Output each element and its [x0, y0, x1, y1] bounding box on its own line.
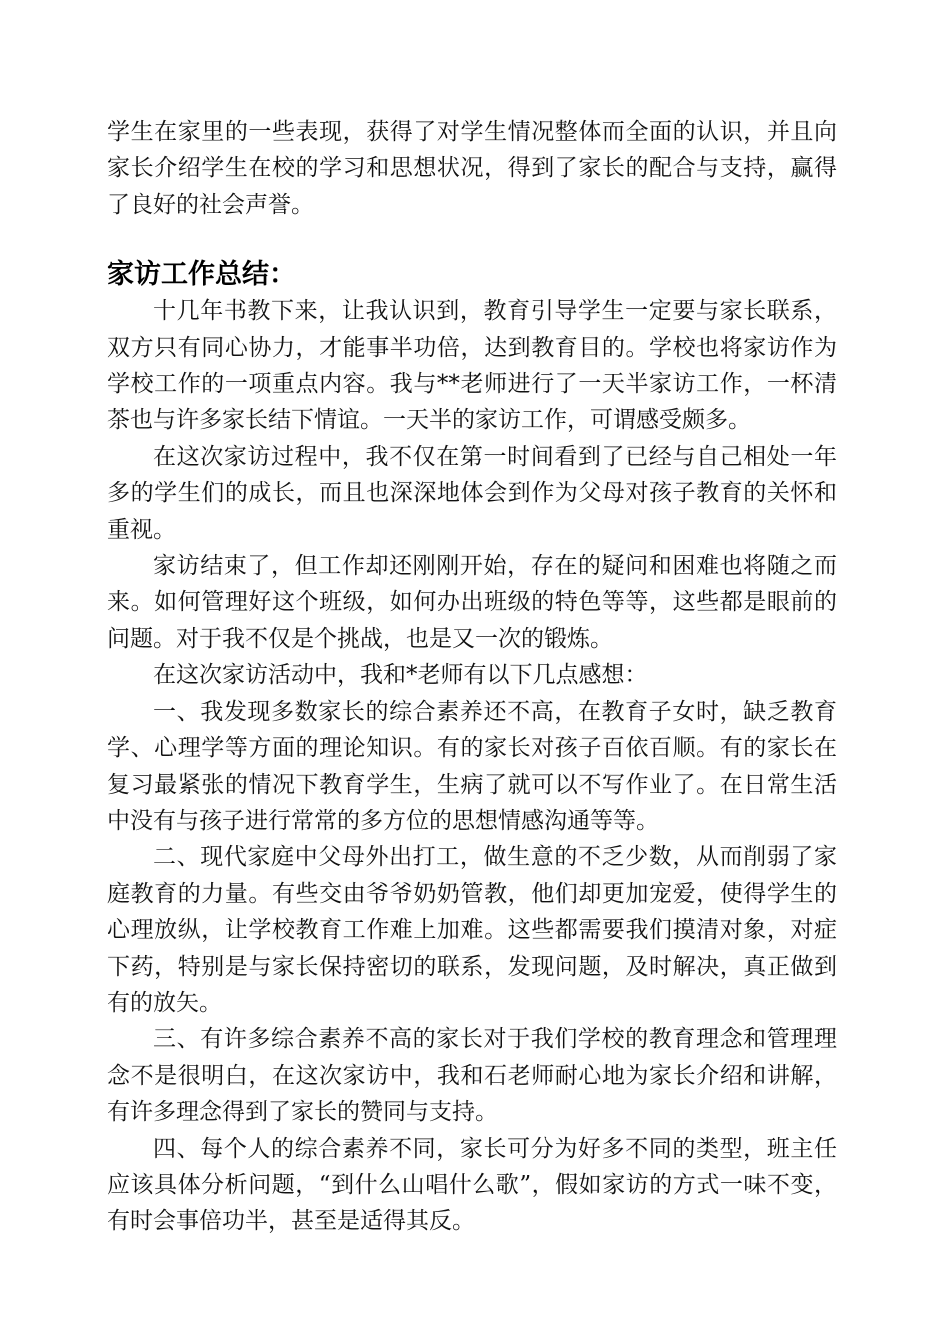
body-paragraph-2: 在这次家访过程中，我不仅在第一时间看到了已经与自己相处一年多的学生们的成长，而且也深深地体会到作为父母对孩子教育的关怀和重视。 [107, 443, 837, 543]
body-paragraph-3: 家访结束了，但工作却还刚刚开始，存在的疑问和困难也将随之而来。如何管理好这个班级，如何办出班级的特色等等，这些都是眼前的问题。对于我不仅是个挑战，也是又一次的锻炼。 [107, 553, 837, 652]
section-heading: 家访工作总结： [107, 259, 296, 291]
body-paragraph-1: 十几年书教下来，让我认识到，教育引导学生一定要与家长联系，双方只有同心协力，才能事半功倍，达到教育目的。学校也将家访作为学校工作的一项重点内容。我与**老师进行了一天半家访工作，一杯清茶也与许多家长结下情谊。一天半的家访工作，可谓感受颇多。 [107, 298, 837, 434]
intro-paragraph: 学生在家里的一些表现，获得了对学生情况整体而全面的认识，并且向家长介绍学生在校的学习和思想状况，得到了家长的配合与支持，赢得了良好的社会声誉。 [107, 119, 837, 218]
document-body [107, 114, 837, 1240]
body-paragraph-8: 四、每个人的综合素养不同，家长可分为好多不同的类型，班主任应该具体分析问题，“到什么山唱什么歌”，假如家访的方式一味不变，有时会事倍功半，甚至是适得其反。 [107, 1135, 837, 1235]
body-paragraph-4: 在这次家访活动中，我和*老师有以下几点感想： [153, 662, 648, 689]
body-paragraph-6: 二、现代家庭中父母外出打工，做生意的不乏少数，从而削弱了家庭教育的力量。有些交由爷爷奶奶管教，他们却更加宠爱，使得学生的心理放纵，让学校教育工作难上加难。这些都需要我们摸清对象，对症下药，特别是与家长保持密切的联系，发现问题，及时解决，真正做到有的放矢。 [107, 844, 837, 1016]
body-paragraph-5: 一、我发现多数家长的综合素养还不高，在教育子女时，缺乏教育学、心理学等方面的理论知识。有的家长对孩子百依百顺。有的家长在复习最紧张的情况下教育学生，生病了就可以不写作业了。在日常生活中没有与孩子进行常常的多方位的思想情感沟通等等。 [107, 698, 837, 834]
body-paragraph-7: 三、有许多综合素养不高的家长对于我们学校的教育理念和管理理念不是很明白，在这次家访中，我和石老师耐心地为家长介绍和讲解，有许多理念得到了家长的赞同与支持。 [107, 1026, 837, 1126]
